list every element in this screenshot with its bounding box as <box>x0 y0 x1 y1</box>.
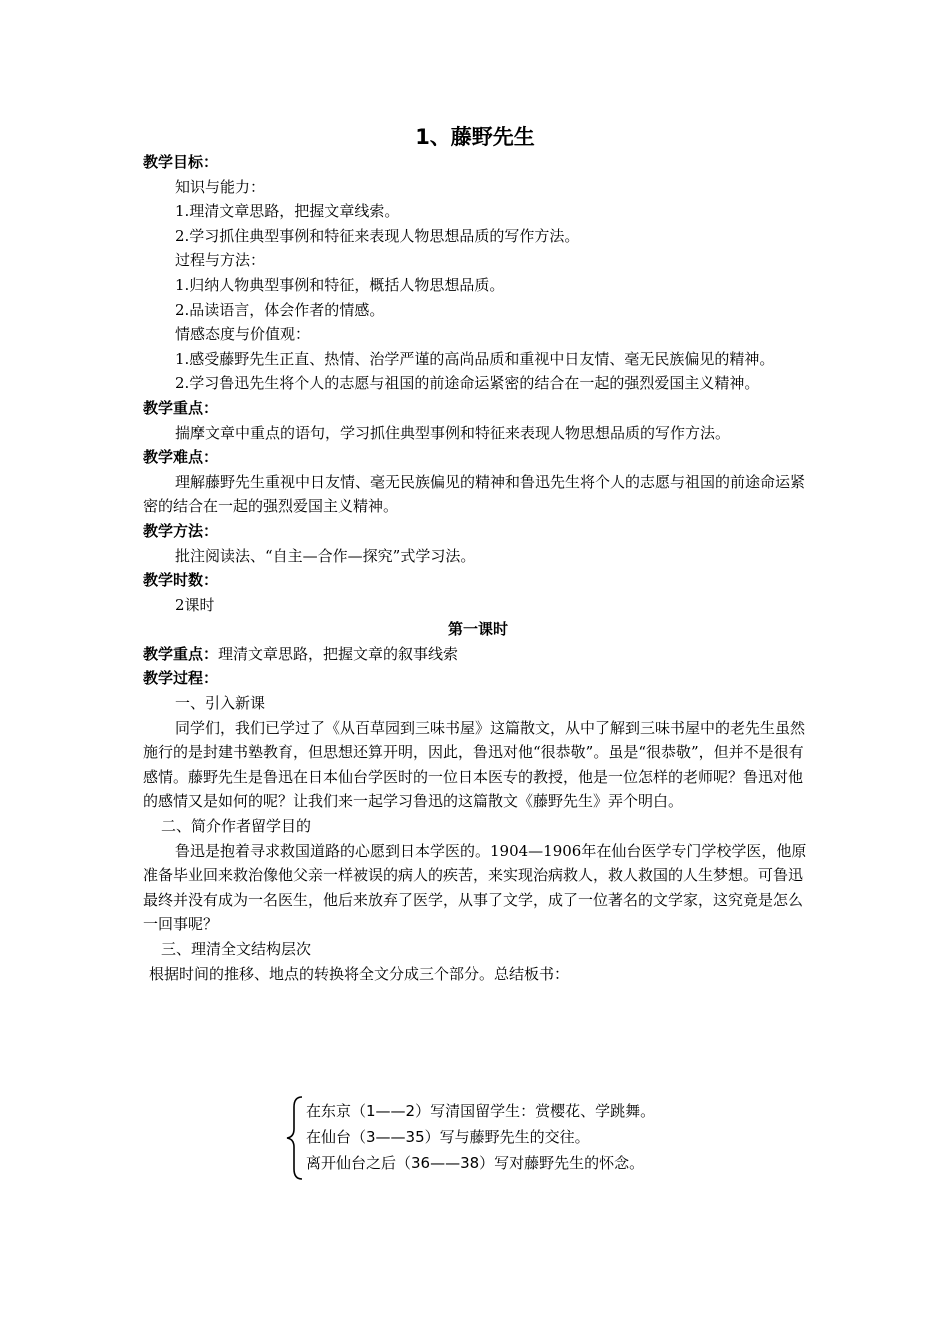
document-body <box>143 150 813 986</box>
objectives-heading: 教学目标： <box>143 153 219 171</box>
difficulties-heading: 教学难点： <box>143 448 219 467</box>
knowledge-item: 1.理清文章思路，把握文章线索。 <box>175 202 400 221</box>
lesson1-title: 第一课时 <box>447 620 508 639</box>
hours-heading: 教学时数： <box>143 571 219 590</box>
knowledge-item: 2.学习抓住典型事例和特征来表现人物思想品质的写作方法。 <box>175 226 580 245</box>
curly-brace-icon <box>284 1093 306 1183</box>
section2-heading: 二、简介作者留学目的 <box>161 817 312 836</box>
lesson1-process-heading: 教学过程： <box>143 669 219 688</box>
blackboard-summary <box>284 1093 704 1183</box>
hours-text: 2课时 <box>175 595 215 614</box>
page-title: 1、藤野先生 <box>415 125 535 149</box>
lesson1-focus-text: 理清文章思路，把握文章的叙事线索 <box>218 644 459 663</box>
key-points-heading: 教学重点： <box>143 398 219 417</box>
board-line: 离开仙台之后（36——38）写对藤野先生的怀念。 <box>306 1154 645 1172</box>
board-lines <box>306 1098 655 1176</box>
difficulties-text: 理解藤野先生重视中日友情、毫无民族偏见的精神和鲁迅先生将个人的志愿与祖国的前途命运紧密的结合在一起的强烈爱国主义精神。 <box>143 472 806 516</box>
section2-text: 鲁迅是抱着寻求救国道路的心愿到日本学医的。1904—1906年在仙台医学专门学校学医，他原准备毕业回来救治像他父亲一样被误的病人的疾苦，来实现治病救人，救人救国的人生梦想。可鲁迅最终并没有成为一名医生，他后来放弃了医学，从事了文学，成了一位著名的文学家，这究竟是怎么一回事呢？ <box>143 841 807 934</box>
key-points-text: 揣摩文章中重点的语句，学习抓住典型事例和特征来表现人物思想品质的写作方法。 <box>175 423 731 442</box>
section1-text: 同学们，我们已学过了《从百草园到三味书屋》这篇散文，从中了解到三味书屋中的老先生虽然施行的是封建书塾教育，但思想还算开明，因此，鲁迅对他“很恭敬”。虽是“很恭敬”，但并不是很有感情。藤野先生是鲁迅在日本仙台学医时的一位日本医专的教授，他是一位怎样的老师呢？鲁迅对他的感情又是如何的呢？让我们来一起学习鲁迅的这篇散文《藤野先生》弄个明白。 <box>143 718 806 811</box>
process-item: 2.品读语言，体会作者的情感。 <box>175 300 385 319</box>
section3-text: 根据时间的推移、地点的转换将全文分成三个部分。总结板书： <box>149 964 570 983</box>
attitude-item: 2.学习鲁迅先生将个人的志愿与祖国的前途命运紧密的结合在一起的强烈爱国主义精神。 <box>175 374 760 393</box>
lesson1-focus <box>143 642 813 667</box>
section1-heading: 一、引入新课 <box>175 694 266 713</box>
board-line: 在东京（1——2）写清国留学生：赏樱花、学跳舞。 <box>306 1102 656 1120</box>
knowledge-heading: 知识与能力： <box>175 177 266 196</box>
lesson1-focus-label: 教学重点： <box>143 644 219 663</box>
board-line: 在仙台（3——35）写与藤野先生的交往。 <box>306 1128 590 1146</box>
attitude-item: 1.感受藤野先生正直、热情、治学严谨的高尚品质和重视中日友情、毫无民族偏见的精神。 <box>175 349 775 368</box>
process-item: 1.归纳人物典型事例和特征，概括人物思想品质。 <box>175 275 505 294</box>
attitude-heading: 情感态度与价值观： <box>175 325 311 344</box>
process-heading: 过程与方法： <box>175 251 266 270</box>
methods-heading: 教学方法： <box>143 521 219 540</box>
methods-text: 批注阅读法、“自主—合作—探究”式学习法。 <box>175 546 476 565</box>
section3-heading: 三、理清全文结构层次 <box>161 940 312 958</box>
